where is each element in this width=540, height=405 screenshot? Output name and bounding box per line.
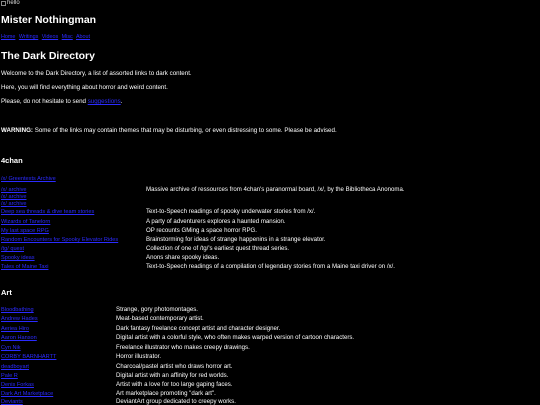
top-nav [1,34,92,40]
link-art-1[interactable]: Bloodbathing [1,307,34,313]
link-art-3[interactable]: Aeriea Hiro [1,326,29,332]
link-4chan-8[interactable]: /tg/ quest [1,246,25,252]
desc-art-4: Digital artist with a colorful style, who often makes warped version of cartoon characters. [116,334,355,341]
link-4chan-9[interactable]: Spooky ideas [1,255,35,261]
warning-label: WARNING: [1,127,33,134]
header-image-alt: hello [7,0,20,6]
link-art-7[interactable]: deadboyart [1,364,29,370]
link-4chan-2[interactable]: /x/ archive [1,194,27,200]
link-art-10[interactable]: Dark Art Marketplace [1,391,54,397]
link-4chan-5[interactable]: Wizards of Tanelorn [1,219,51,225]
nav-home[interactable]: Home [1,34,16,40]
desc-art-9: Artist with a love for too large gaping faces. [116,381,233,388]
link-art-8[interactable]: Pale R [1,373,18,379]
desc-art-3: Dark fantasy freelance concept artist and character designer. [116,325,281,332]
intro-paragraph-3 [1,98,122,105]
desc-4chan-5: A party of adventurers explores a haunted mansion. [146,218,286,225]
link-art-2[interactable]: Andrew Hades [1,316,38,322]
desc-4chan-6: OP recounts GMing a space horror RPG. [146,227,257,234]
intro-paragraph-2: Here, you will find everything about horror and weird content. [1,84,168,91]
desc-art-11: DeviantArt group dedicated to creepy works. [116,398,236,405]
nav-writings[interactable]: Writings [18,34,39,40]
nav-misc[interactable]: Misc [61,34,73,40]
desc-4chan-7: Brainstorming for ideas of strange happenins in a strange elevator. [146,236,326,243]
link-4chan-4[interactable]: Deep sea threads & dive team stories [1,209,95,215]
warning-text: Some of the links may contain themes that may be disturbing, or even distressing to some. Please be advised. [32,127,337,134]
desc-4chan-1: Massive archive of ressources from 4chan's paranormal board, /x/, by the Bibliotheca Anonoma. [146,186,405,193]
link-4chan-7[interactable]: Random Encounters for Spooky Elevator Rides [1,237,119,243]
link-art-4[interactable]: Aaron Hanson [1,335,37,341]
link-4chan-10[interactable]: Tales of Maine Taxi [1,264,49,270]
desc-4chan-4: Text-to-Speech readings of spooky underwater stories from /x/. [146,208,316,215]
section-heading-4chan: 4chan [1,156,23,165]
link-art-6[interactable]: CORBY BARNHARTT [1,354,57,360]
desc-art-10: Art marketplace promoting "dark art". [116,390,216,397]
desc-4chan-8: Collection of one of /tg/'s earliest quest thread series. [146,245,290,252]
warning-paragraph [1,127,337,134]
page-title: The Dark Directory [1,50,95,62]
broken-image-icon [1,1,6,6]
desc-art-8: Digital artist with an affinity for red worlds. [116,372,229,379]
link-art-11[interactable]: Deviants [1,399,23,405]
link-4chan-6[interactable]: My last space RPG [1,228,49,234]
desc-4chan-9: Anons share spooky ideas. [146,254,220,261]
link-art-5[interactable]: Cyn Nik [1,345,21,351]
nav-videos[interactable]: Videos [41,34,59,40]
intro-paragraph-1: Welcome to the Dark Directory, a list of assorted links to dark content. [1,70,192,77]
desc-art-1: Strange, gory photomontages. [116,306,198,313]
desc-art-2: Meat-based contemporary artist. [116,315,204,322]
intro-period: . [120,98,123,105]
site-title: Mister Nothingman [1,14,97,26]
desc-art-5: Freelance illustrator who makes creepy drawings. [116,344,250,351]
link-art-9[interactable]: Denis Forkas [1,382,34,388]
desc-art-7: Charcoal/pastel artist who draws horror art. [116,363,233,370]
section-heading-art: Art [1,288,12,297]
link-4chan-3[interactable]: /x/ archive [1,201,27,207]
link-4chan-1[interactable]: /x/ archive [1,187,27,193]
suggestions-link[interactable]: suggestions [87,98,121,105]
greentexts-archive-link[interactable]: /x/ Greentexts Archive [1,176,56,182]
nav-about[interactable]: About [75,34,91,40]
desc-4chan-10: Text-to-Speech readings of a compilation of legendary stories from a Maine taxi driver on /x/. [146,263,395,270]
desc-art-6: Horror illustrator. [116,353,162,360]
header-image [1,0,20,6]
intro-text: Please, do not hesitate to send [1,98,88,105]
